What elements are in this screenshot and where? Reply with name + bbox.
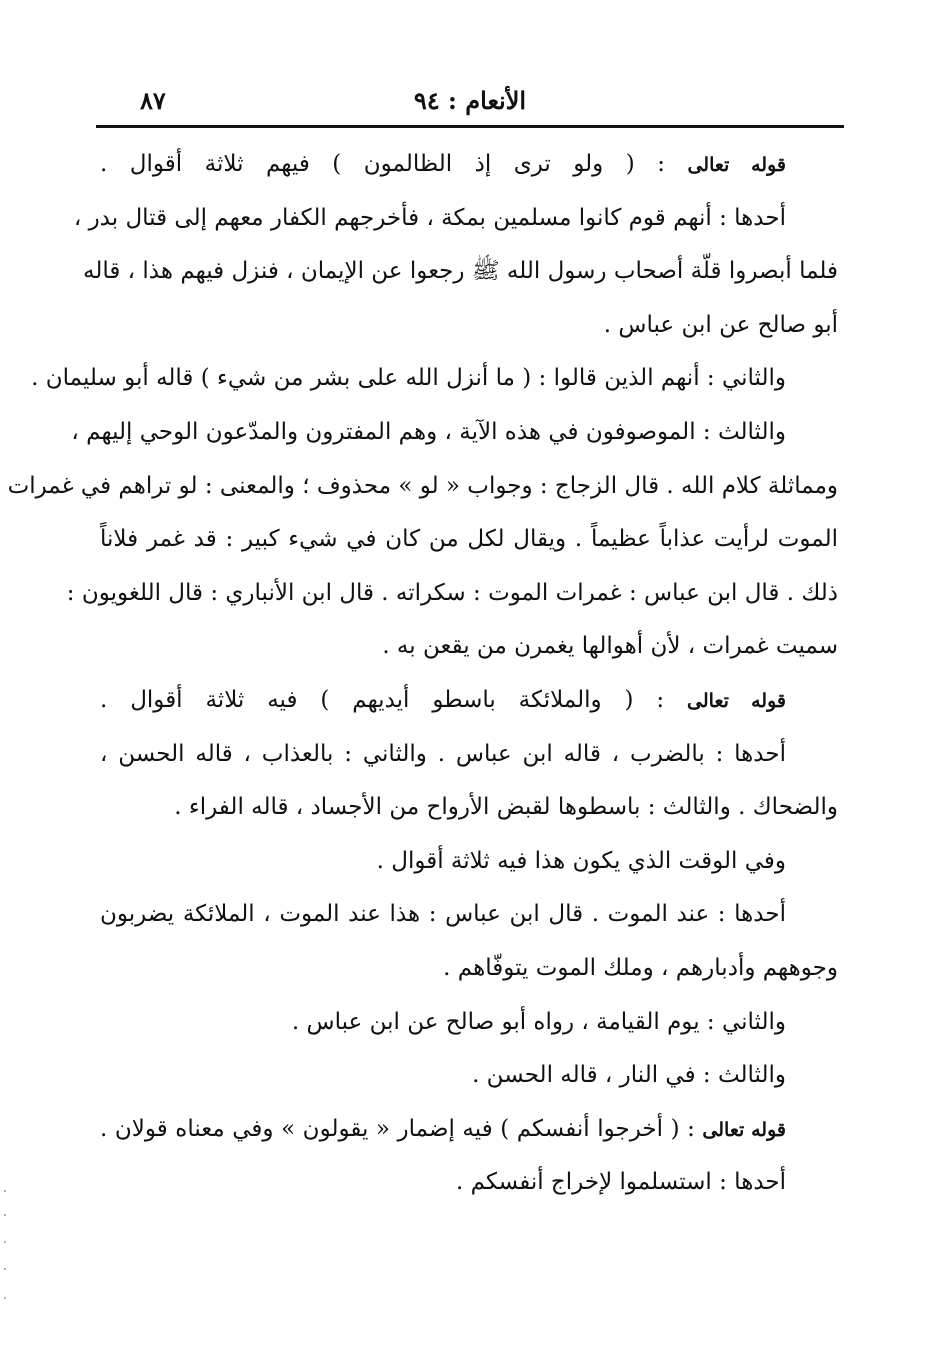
text-line: والثاني : أنهم الذين قالوا : ( ما أنزل الله على بشر من شيء ) قاله أبو سليمان . xyxy=(31,365,786,392)
text-line: وجوههم وأدبارهم ، وملك الموت يتوفّاهم . xyxy=(443,954,838,981)
scan-edge-marks xyxy=(0,1180,10,1320)
header-rule xyxy=(96,125,844,128)
page-header xyxy=(100,80,840,124)
text-line: قوله تعالى : ( أخرجوا أنفسكم ) فيه إضمار « يقولون » وفي معناه قولان . xyxy=(100,1115,786,1142)
text-line: والضحاك . والثالث : باسطوها لقبض الأرواح من الأجساد ، قاله الفراء . xyxy=(174,794,838,821)
text-line: الموت لرأيت عذاباً عظيماً . ويقال لكل من كان في شيء كبير : قد غمر فلاناً xyxy=(100,526,838,553)
verse-lead: قوله تعالى xyxy=(687,689,786,712)
text-line: والثالث : الموصوفون في هذه الآية ، وهم المفترون والمدّعون الوحي إليهم ، xyxy=(71,418,786,445)
verse-lead: قوله تعالى xyxy=(702,1118,786,1141)
text-line: قوله تعالى : ( ولو ترى إذ الظالمون ) فيهم ثلاثة أقوال . xyxy=(100,151,786,177)
text-line: أحدها : عند الموت . قال ابن عباس : هذا عند الموت ، الملائكة يضربون xyxy=(100,901,786,928)
text-line: والثالث : في النار ، قاله الحسن . xyxy=(472,1062,786,1089)
running-title: الأنعام : ٩٤ xyxy=(413,86,527,115)
text-line: قوله تعالى : ( والملائكة باسطو أيديهم ) فيه ثلاثة أقوال . xyxy=(100,686,786,713)
text-body xyxy=(7,138,838,1210)
text-line: فلما أبصروا قلّة أصحاب رسول الله ﷺ رجعوا عن الإيمان ، فنزل فيهم هذا ، قاله xyxy=(83,258,838,285)
verse-lead: قوله تعالى xyxy=(687,154,786,176)
text-line: أحدها : أنهم قوم كانوا مسلمين بمكة ، فأخرجهم الكفار معهم إلى قتال بدر ، xyxy=(73,204,786,231)
text-line: أبو صالح عن ابن عباس . xyxy=(603,311,838,338)
page-number: ٨٧ xyxy=(140,86,166,115)
text-line: والثاني : يوم القيامة ، رواه أبو صالح عن ابن عباس . xyxy=(291,1008,786,1035)
text-line: ومماثلة كلام الله . قال الزجاج : وجواب « لو » محذوف ؛ والمعنى : لو تراهم في غمرات xyxy=(7,472,838,499)
text-line: أحدها : بالضرب ، قاله ابن عباس . والثاني : بالعذاب ، قاله الحسن ، xyxy=(100,740,786,767)
text-line: أحدها : استسلموا لإخراج أنفسكم . xyxy=(456,1169,786,1196)
text-line: سميت غمرات ، لأن أهوالها يغمرن من يقعن به . xyxy=(382,633,838,660)
text-line: ذلك . قال ابن عباس : غمرات الموت : سكراته . قال ابن الأنباري : قال اللغويون : xyxy=(66,579,838,606)
text-line: وفي الوقت الذي يكون هذا فيه ثلاثة أقوال . xyxy=(376,847,786,874)
